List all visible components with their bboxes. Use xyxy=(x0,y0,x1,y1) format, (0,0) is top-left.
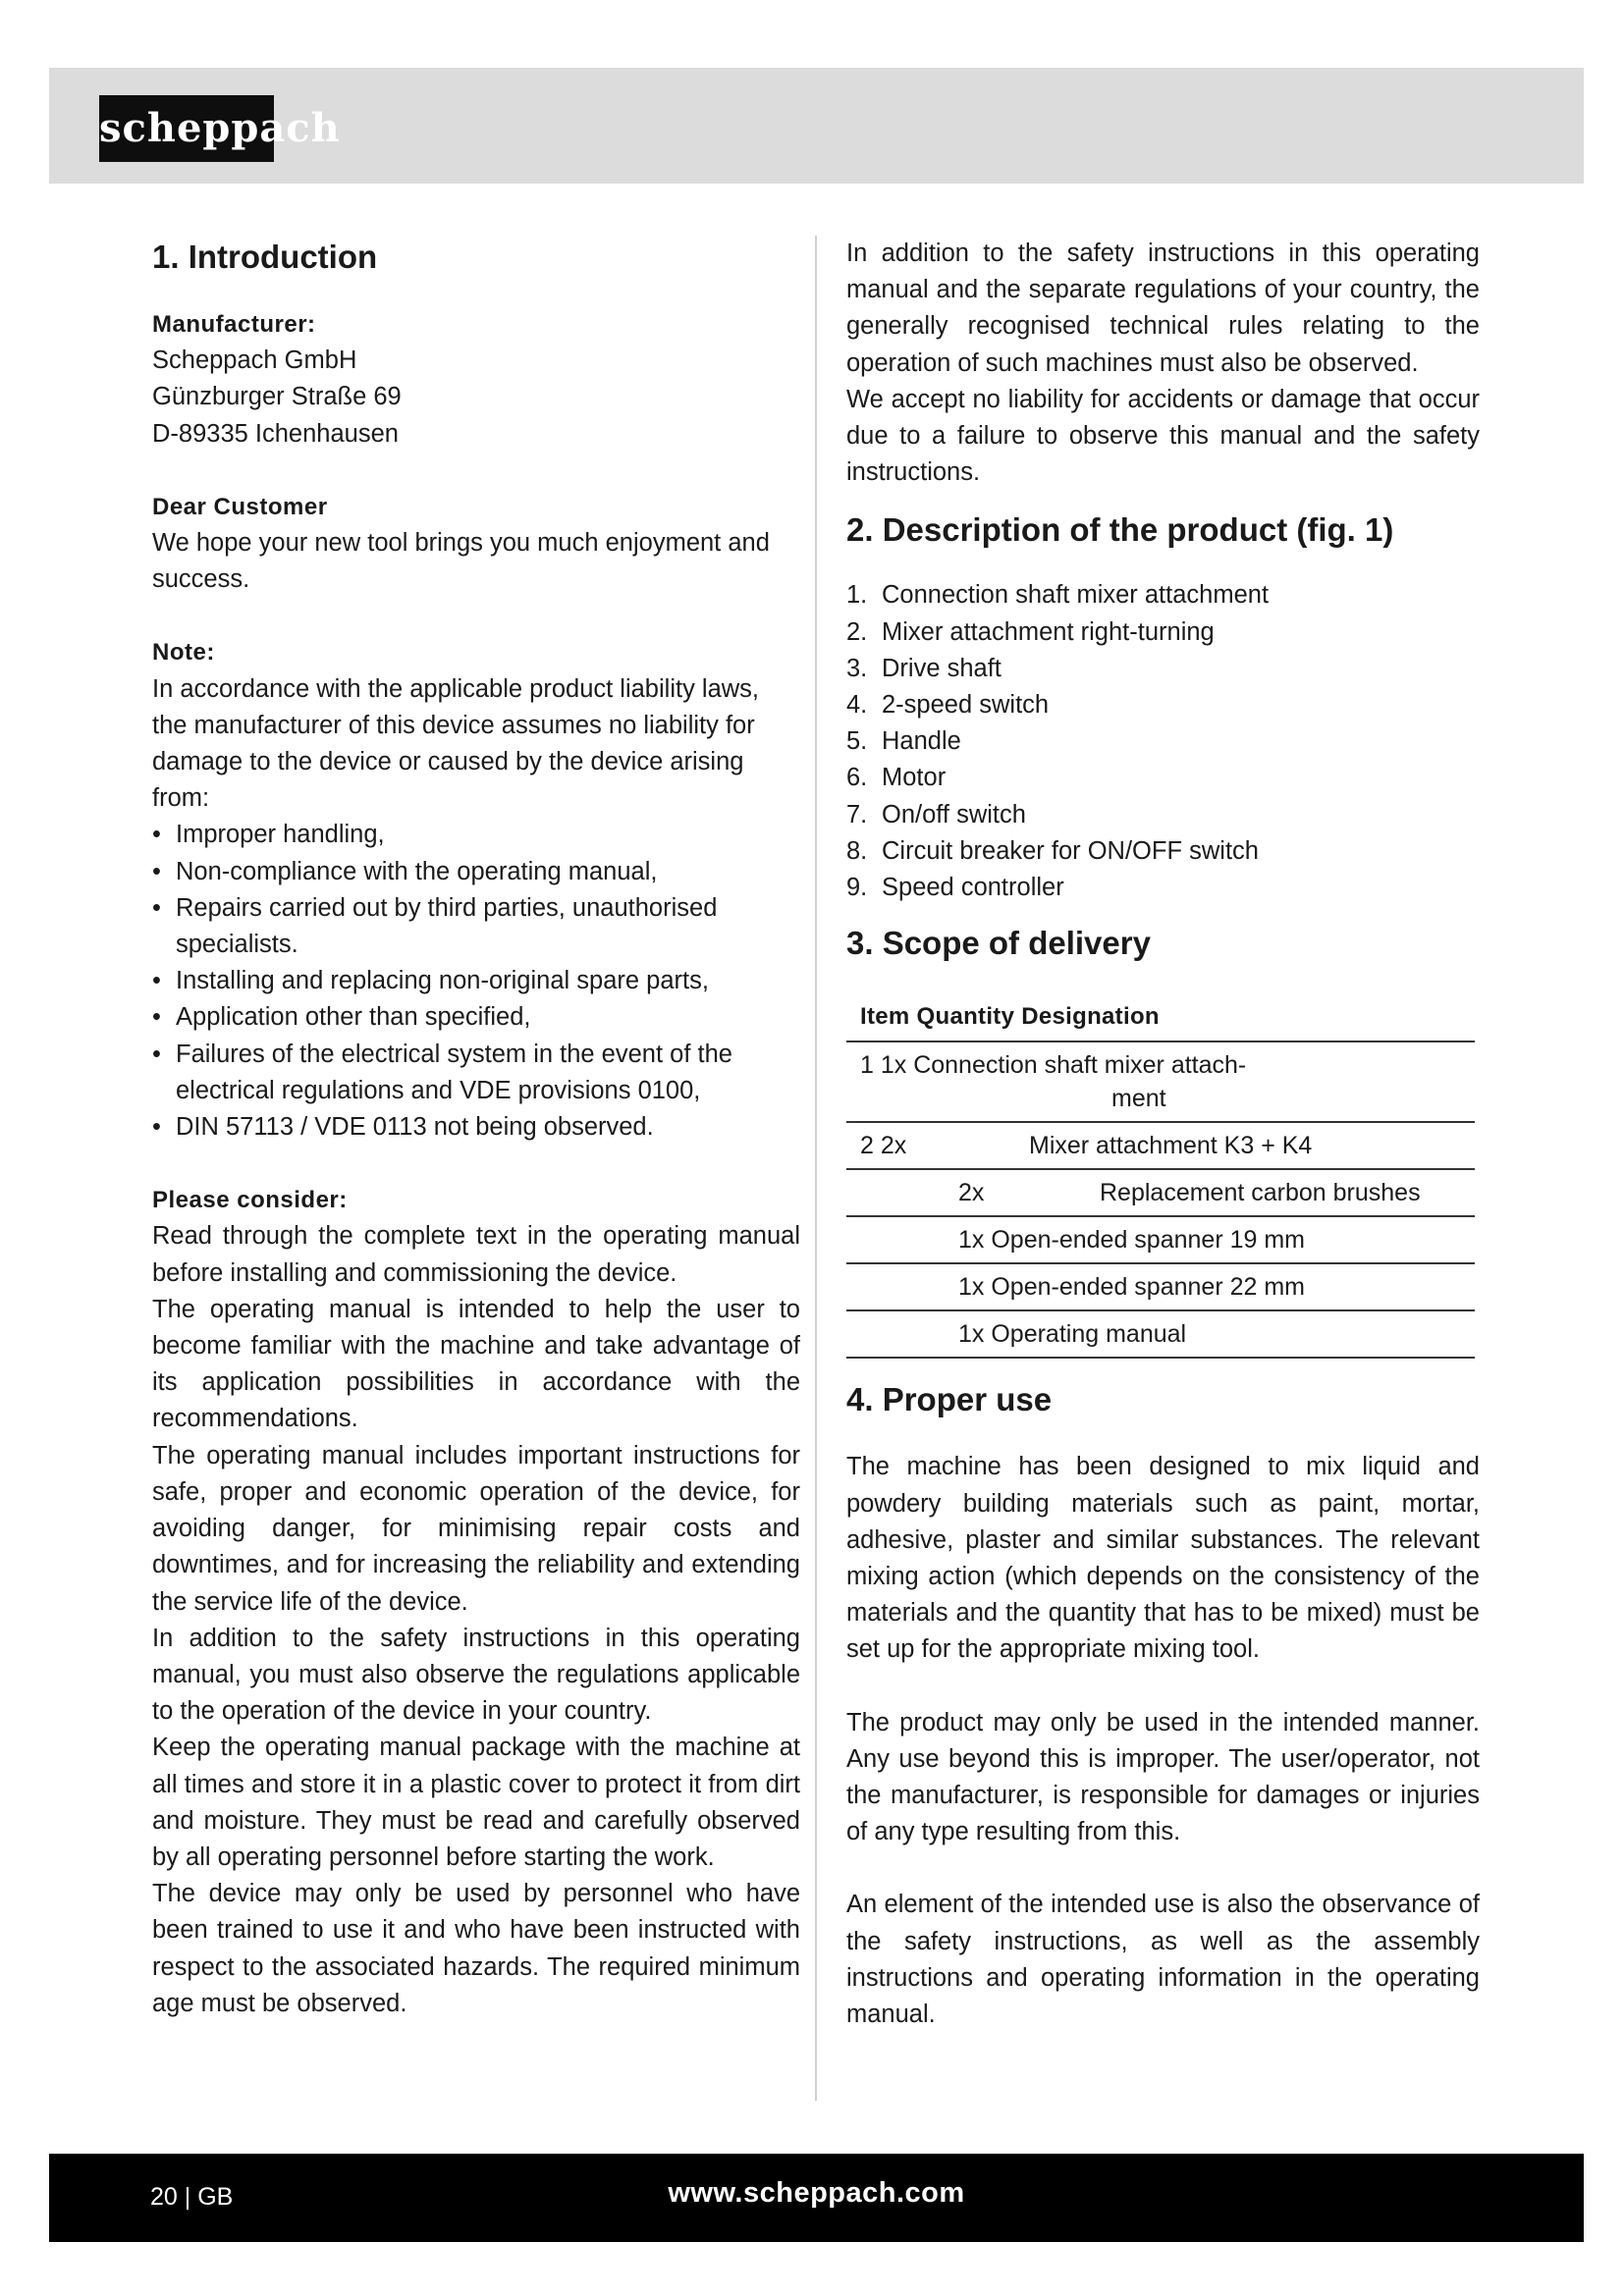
list-item: 8. Circuit breaker for ON/OFF switch xyxy=(846,836,1259,865)
list-item: • Installing and replacing non-original spare parts, xyxy=(152,967,709,995)
consider-paragraph: Read through the complete text in the operating manual before installing and commissioning the device. xyxy=(152,1222,800,1287)
liability-paragraph: We accept no liability for accidents or damage that occur due to a failure to observe this manual and the safety instructions. xyxy=(846,385,1480,487)
scheppach-logo: scheppach xyxy=(99,95,274,162)
page-header xyxy=(49,68,1584,184)
address-line: D-89335 Ichenhausen xyxy=(152,419,399,448)
page-footer xyxy=(49,2154,1584,2242)
description-heading: 2. Description of the product (fig. 1) xyxy=(846,511,1394,549)
dear-customer-text: We hope your new tool brings you much enjoyment and success. xyxy=(152,529,770,594)
consider-paragraph: In addition to the safety instructions in this operating manual, you must also observe the regulations applicable to the operation of the device in your country. xyxy=(152,1624,800,1726)
note-text: In accordance with the applicable product liability laws, the manufacturer of this device assumes no liability for damage to the device or caused by the device arising from: xyxy=(152,674,760,813)
website-link[interactable]: www.scheppach.com xyxy=(668,2177,965,2209)
liability-list xyxy=(152,817,800,1146)
list-item: • DIN 57113 / VDE 0113 not being observed. xyxy=(152,1113,654,1142)
scope-heading: 3. Scope of delivery xyxy=(846,925,1151,962)
list-item: • Failures of the electrical system in the event of the electrical regulations and VDE provisions 0100, xyxy=(152,1040,732,1104)
table-row: 1x Open-ended spanner 22 mm xyxy=(846,1263,1475,1310)
parts-list xyxy=(846,577,1480,906)
table-row: 2x Replacement carbon brushes xyxy=(846,1169,1475,1216)
list-item: • Repairs carried out by third parties, unauthorised specialists. xyxy=(152,893,718,959)
introduction-heading: 1. Introduction xyxy=(152,239,378,275)
address-line: Günzburger Straße 69 xyxy=(152,383,402,411)
list-item: 7. On/off switch xyxy=(846,800,1026,828)
manufacturer-label: Manufacturer: xyxy=(152,311,316,338)
list-item: 2. Mixer attachment right-turning xyxy=(846,617,1215,646)
consider-paragraph: The operating manual is intended to help the user to become familiar with the machine and take advantage of its application possibilities in accordance with the recommendations. xyxy=(152,1295,800,1433)
proper-use-paragraph: An element of the intended use is also the observance of the safety instructions, as well as the assembly instructions and operating information in the operating manual. xyxy=(846,1891,1480,2029)
list-item: • Improper handling, xyxy=(152,821,385,849)
right-column xyxy=(846,236,1480,2033)
proper-use-paragraph: The product may only be used in the intended manner. Any use beyond this is improper. The user/operator, not the manufacturer, is responsible for damages or injuries of any type resulting from this. xyxy=(846,1708,1480,1846)
table-row: 1 1x Connection shaft mixer attach- ment xyxy=(846,1041,1475,1122)
table-row: 1x Open-ended spanner 19 mm xyxy=(846,1216,1475,1263)
list-item: 3. Drive shaft xyxy=(846,654,1001,682)
proper-use-heading: 4. Proper use xyxy=(846,1381,1053,1418)
safety-paragraph: In addition to the safety instructions in this operating manual and the separate regulations of your country, the generally recognised technical rules relating to the operation of such machines must also be observed. xyxy=(846,240,1480,377)
consider-paragraph: Keep the operating manual package with the machine at all times and store it in a plastic cover to protect it from dirt and moisture. They must be read and carefully observed by all operating personnel before starting the work. xyxy=(152,1734,800,1871)
address-line: Scheppach GmbH xyxy=(152,347,357,375)
list-item: • Non-compliance with the operating manual, xyxy=(152,857,658,885)
dear-customer-label: Dear Customer xyxy=(152,493,328,520)
proper-use-paragraph: The machine has been designed to mix liquid and powdery building materials such as paint, mortar, adhesive, plaster and similar substances. The relevant mixing action (which depends on the consistency of the materials and the quantity that has to be mixed) must be set up for the appropriate mixing tool. xyxy=(846,1453,1480,1664)
table-row: 2 2x Mixer attachment K3 + K4 xyxy=(846,1122,1475,1169)
consider-paragraph: The device may only be used by personnel who have been trained to use it and who have been instructed with respect to the associated hazards. The required minimum age must be observed. xyxy=(152,1880,800,2017)
note-label: Note: xyxy=(152,639,215,667)
list-item: 9. Speed controller xyxy=(846,874,1064,902)
list-item: 6. Motor xyxy=(846,764,947,792)
list-item: • Application other than specified, xyxy=(152,1003,531,1032)
column-divider xyxy=(815,236,817,2101)
consider-paragraph: The operating manual includes important instructions for safe, proper and economic operation of the device, for avoiding danger, for minimising repair costs and downtimes, and for increasing the reliability and extending the service life of the device. xyxy=(152,1441,800,1616)
table-row: 1x Operating manual xyxy=(846,1310,1475,1358)
list-item: 1. Connection shaft mixer attachment xyxy=(846,581,1270,610)
page-number: 20 | GB xyxy=(150,2183,234,2211)
list-item: 5. Handle xyxy=(846,727,961,756)
left-column xyxy=(152,236,800,2022)
please-consider-label: Please consider: xyxy=(152,1187,348,1214)
table-header: Item Quantity Designation xyxy=(846,998,1475,1041)
scope-table xyxy=(846,998,1475,1359)
list-item: 4. 2-speed switch xyxy=(846,691,1050,720)
